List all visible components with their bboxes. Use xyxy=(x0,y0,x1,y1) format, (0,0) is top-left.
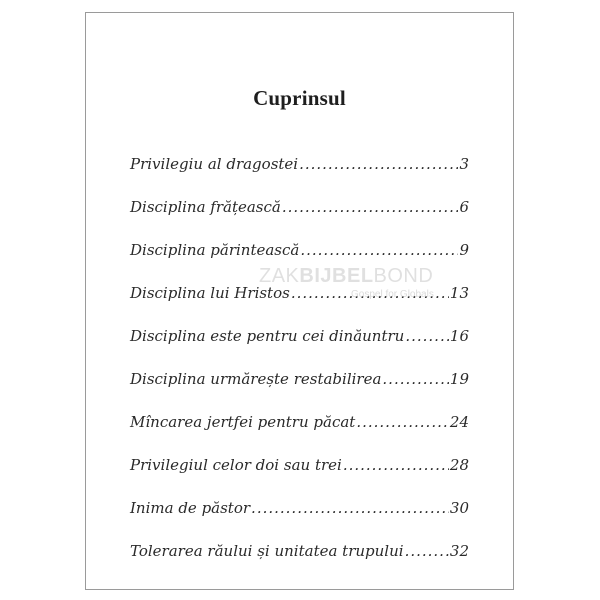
toc-dot-leader xyxy=(343,455,449,475)
toc-entry-label: Privilegiu al dragostei xyxy=(130,155,299,173)
toc-entry xyxy=(130,541,469,584)
toc-entry xyxy=(130,498,469,541)
toc-entry-page-number: 19 xyxy=(449,370,469,388)
toc-entry-page-number: 28 xyxy=(449,456,469,474)
watermark-tagline: Gospel for Globals xyxy=(351,289,434,300)
watermark-brand-bold: BIJBEL xyxy=(299,265,374,287)
toc-entry-label: Inima de păstor xyxy=(130,499,251,517)
toc-entry-page-number: 30 xyxy=(449,499,469,517)
toc-entry-page-number: 24 xyxy=(449,413,469,431)
toc-entry xyxy=(130,369,469,412)
toc-entry xyxy=(130,197,469,240)
toc-dot-leader xyxy=(282,197,459,217)
toc-dot-leader xyxy=(251,498,449,518)
toc-dot-leader xyxy=(291,283,449,303)
toc-entry-page-number: 16 xyxy=(449,327,469,345)
toc-entry-label: Disciplina este pentru cei dinăuntru xyxy=(130,327,405,345)
toc-entry xyxy=(130,240,469,283)
toc-entry-page-number: 6 xyxy=(459,198,469,216)
toc-entry-label: Disciplina părintească xyxy=(130,241,300,259)
toc-entry xyxy=(130,154,469,197)
toc-dot-leader xyxy=(299,154,458,174)
page-title: Cuprinsul xyxy=(253,86,346,110)
toc-entry-page-number: 13 xyxy=(449,284,469,302)
toc-entry xyxy=(130,412,469,455)
toc-entry xyxy=(130,455,469,498)
toc-entry-page-number: 3 xyxy=(459,155,469,173)
toc-entry-label: Mîncarea jertfei pentru păcat xyxy=(130,413,356,431)
book-page xyxy=(85,12,514,590)
watermark-brand-end: BOND xyxy=(373,265,434,287)
toc-entry xyxy=(130,326,469,369)
toc-entry xyxy=(130,283,469,326)
toc-dot-leader xyxy=(356,412,449,432)
toc-entry-page-number: 9 xyxy=(459,241,469,259)
toc-entry-page-number: 32 xyxy=(449,542,469,560)
toc-entry-label: Privilegiul celor doi sau trei xyxy=(130,456,342,474)
toc-entry-label: Disciplina lui Hristos xyxy=(130,284,290,302)
toc-entry-label: Disciplina urmărește restabilirea xyxy=(130,370,382,388)
toc-dot-leader xyxy=(382,369,449,389)
watermark-brand-light: ZAK xyxy=(259,265,300,287)
toc-dot-leader xyxy=(405,541,449,561)
table-of-contents xyxy=(130,154,469,584)
toc-entry-label: Disciplina frățească xyxy=(130,198,281,216)
toc-entry-label: Tolerarea răului și unitatea trupului xyxy=(130,542,404,560)
toc-dot-leader xyxy=(300,240,458,260)
toc-dot-leader xyxy=(405,326,449,346)
